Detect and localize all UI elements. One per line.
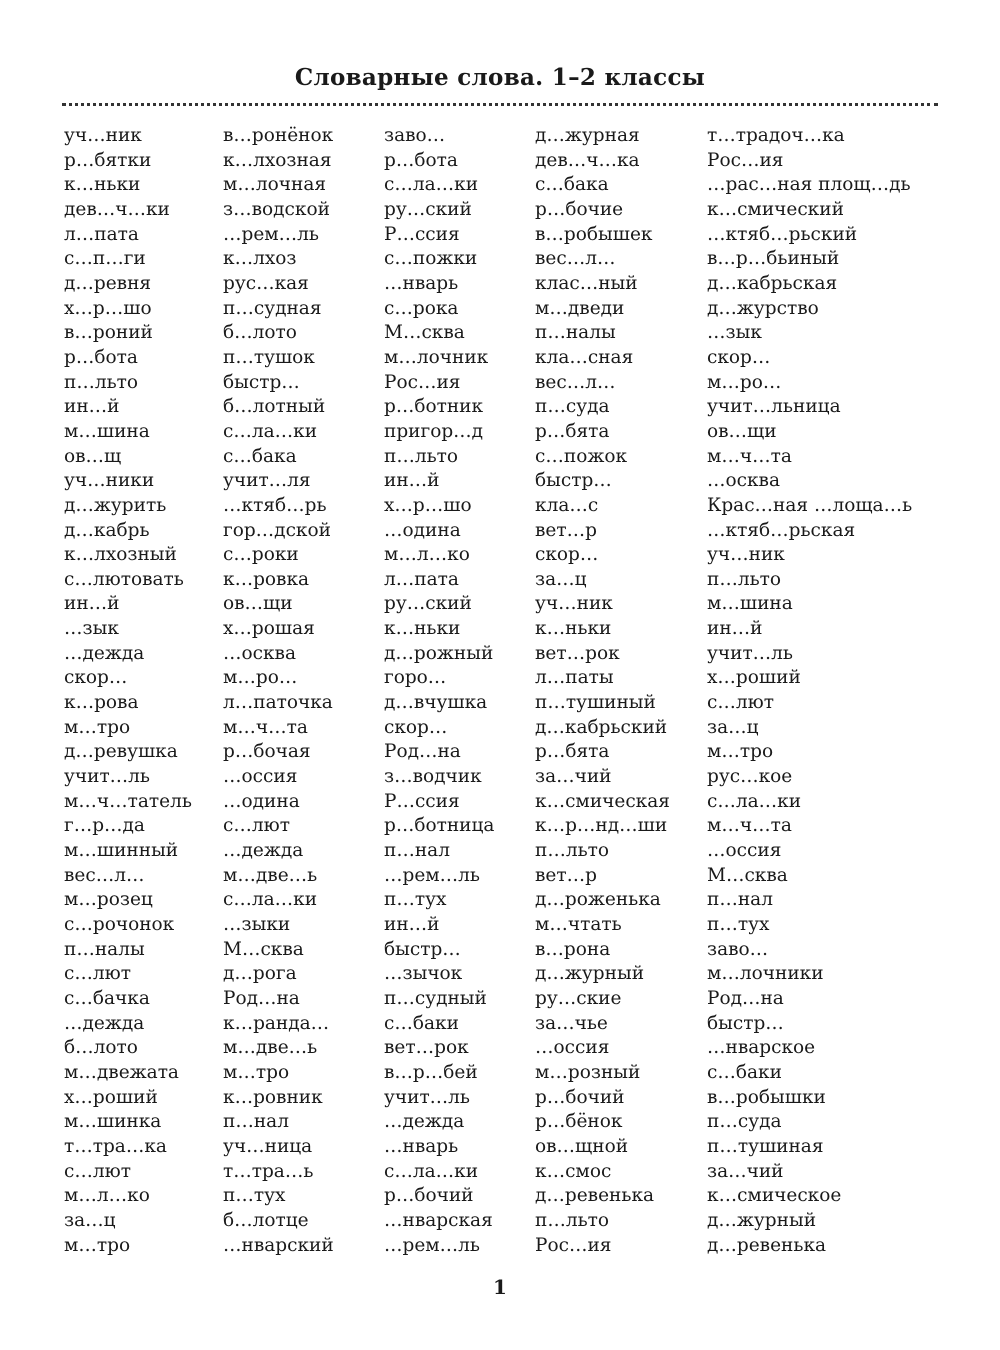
word-item: х…р…шо: [64, 297, 152, 319]
word-item: заво…: [384, 125, 446, 146]
word-item: п…льто: [535, 840, 610, 862]
word-item: с…бачка: [64, 987, 150, 1009]
word-item: вес…л…: [535, 371, 616, 393]
word-item: Род…на: [223, 987, 300, 1009]
word-item: вет…р: [535, 519, 597, 541]
word-item: м…шинка: [64, 1111, 162, 1133]
word-item: уч…ники: [64, 470, 155, 492]
word-item: л…паты: [535, 667, 614, 689]
word-item: м…ч…та: [223, 716, 308, 738]
word-item: к…ньки: [384, 618, 461, 640]
word-item: м…л…ко: [384, 544, 470, 566]
word-item: м…тро: [707, 741, 774, 763]
word-item: д…кабрьский: [535, 716, 668, 738]
word-item: вет…р: [535, 864, 597, 886]
word-column-3: [384, 124, 494, 1258]
word-item: п…судный: [384, 987, 487, 1009]
word-item: с…лют: [223, 815, 290, 837]
word-item: …ктяб…рьская: [707, 519, 856, 541]
word-item: …рас…ная площ…дь: [707, 174, 911, 196]
word-item: р…бята: [535, 741, 610, 763]
word-item: д…ревенька: [535, 1185, 655, 1207]
word-item: п…налы: [535, 322, 616, 344]
word-item: ин…й: [64, 593, 120, 615]
word-item: кла…сная: [535, 346, 634, 368]
word-item: м…лочник: [384, 346, 489, 368]
word-item: …одина: [384, 519, 461, 541]
word-item: д…ревенька: [707, 1234, 827, 1256]
word-item: с…лютовать: [64, 568, 184, 590]
word-item: д…журная: [535, 125, 640, 146]
word-item: быстр…: [535, 470, 612, 492]
word-item: рус…кая: [223, 272, 309, 294]
word-item: …одина: [223, 790, 300, 812]
word-item: ин…й: [384, 914, 440, 935]
word-item: …нварь: [384, 1135, 459, 1157]
word-item: в…ронёнок: [223, 125, 334, 146]
word-item: р…ботник: [384, 396, 484, 418]
word-item: пригор…д: [384, 420, 484, 442]
word-item: г…р…да: [64, 815, 145, 837]
word-item: Род…на: [384, 741, 461, 763]
word-item: к…смическое: [707, 1185, 842, 1207]
word-item: п…тушиная: [707, 1135, 824, 1157]
word-item: с…ла…ки: [384, 174, 479, 196]
word-item: м…тро: [64, 716, 131, 738]
word-item: д…журный: [707, 1209, 817, 1231]
word-item: с…лют: [64, 1160, 131, 1182]
word-item: б…лотный: [223, 396, 326, 418]
word-item: б…лото: [223, 322, 297, 344]
word-item: т…тра…ь: [223, 1160, 314, 1182]
word-item: …нварская: [384, 1209, 493, 1231]
word-item: р…бочий: [384, 1185, 474, 1207]
word-item: скор…: [535, 544, 599, 566]
word-item: с…ла…ки: [223, 420, 318, 442]
word-item: учит…льница: [707, 396, 841, 418]
word-item: …зык: [64, 618, 119, 640]
word-item: м…ро…: [707, 371, 782, 393]
word-item: …рем…ль: [223, 223, 320, 245]
word-item: д…журный: [535, 963, 645, 985]
word-item: ин…й: [64, 396, 120, 418]
word-item: с…баки: [384, 1012, 459, 1034]
word-item: с…лют: [707, 692, 774, 714]
word-item: уч…ник: [64, 125, 142, 146]
word-item: с…рока: [384, 297, 459, 319]
word-item: р…бятки: [64, 149, 152, 171]
page-title: Словарные слова. 1–2 классы: [294, 64, 706, 91]
word-item: …осква: [223, 642, 297, 664]
word-item: за…чий: [535, 766, 612, 788]
word-item: М…сква: [384, 322, 465, 344]
word-item: з…водской: [223, 198, 330, 220]
word-item: п…нал: [384, 840, 450, 862]
word-item: Рос…ия: [707, 149, 784, 171]
word-item: р…бочий: [535, 1086, 625, 1108]
word-item: д…журить: [64, 494, 167, 516]
word-item: п…тух: [384, 889, 447, 911]
word-item: Род…на: [707, 987, 784, 1009]
word-item: л…пата: [64, 223, 139, 245]
word-item: …дежда: [64, 1012, 145, 1034]
word-item: учит…ль: [64, 766, 151, 788]
word-item: м…лочная: [223, 174, 327, 196]
word-item: вет…рок: [384, 1037, 469, 1059]
word-item: р…бочие: [535, 198, 624, 220]
word-item: к…ровка: [223, 568, 310, 590]
word-column-1: [64, 124, 192, 1258]
word-item: …нварь: [384, 272, 459, 294]
word-item: дев…ч…ка: [535, 149, 640, 171]
word-item: ру…ский: [384, 593, 472, 615]
word-item: р…бота: [384, 149, 458, 171]
word-column-4: [535, 124, 670, 1258]
word-item: за…ц: [707, 716, 759, 738]
word-item: м…лочники: [707, 963, 824, 985]
word-item: п…тушок: [223, 346, 315, 368]
word-item: с…лют: [64, 963, 131, 985]
word-column-5: [707, 124, 912, 1258]
word-item: м…ч…та: [707, 815, 792, 837]
word-item: Рос…ия: [535, 1234, 612, 1256]
word-item: быстр…: [707, 1012, 784, 1034]
word-item: д…вчушка: [384, 692, 488, 714]
word-item: к…лхозный: [64, 544, 177, 566]
word-item: д…журство: [707, 297, 819, 319]
word-item: …зык: [707, 322, 762, 344]
word-item: с…ла…ки: [384, 1160, 479, 1182]
word-item: за…чий: [707, 1160, 784, 1182]
word-item: заво…: [707, 938, 769, 960]
word-item: скор…: [384, 716, 448, 738]
word-item: рус…кое: [707, 766, 793, 788]
page-number: 1: [493, 1275, 507, 1299]
word-item: м…л…ко: [64, 1185, 150, 1207]
word-item: с…ла…ки: [223, 889, 318, 911]
word-item: з…водчик: [384, 766, 482, 788]
word-item: скор…: [64, 667, 128, 689]
word-item: м…ч…татель: [64, 790, 192, 812]
word-item: м…ч…та: [707, 445, 792, 467]
word-item: к…смическая: [535, 790, 670, 812]
word-item: п…тушиный: [535, 692, 656, 714]
word-item: с…бака: [535, 174, 609, 196]
word-item: х…роший: [64, 1086, 158, 1108]
word-item: с…пожки: [384, 248, 478, 270]
word-item: д…кабрь: [64, 519, 150, 541]
word-column-2: [223, 124, 334, 1258]
word-item: в…рона: [535, 938, 611, 960]
word-item: ов…щи: [223, 593, 293, 615]
word-item: с…пожок: [535, 445, 628, 467]
word-item: дев…ч…ки: [64, 198, 170, 220]
word-item: с…ла…ки: [707, 790, 802, 812]
word-item: к…ньки: [64, 174, 141, 196]
word-item: …нварское: [707, 1037, 816, 1059]
word-item: …осква: [707, 470, 781, 492]
word-item: …оссия: [535, 1037, 610, 1059]
word-item: …зыки: [223, 914, 291, 935]
word-item: с…рочонок: [64, 914, 175, 935]
word-item: учит…ля: [223, 470, 311, 492]
word-item: …нварский: [223, 1234, 334, 1256]
word-item: …дежда: [223, 840, 304, 862]
word-item: л…паточка: [223, 692, 333, 714]
word-item: …оссия: [707, 840, 782, 862]
word-item: ов…щной: [535, 1135, 629, 1157]
word-item: уч…ник: [707, 544, 785, 566]
word-item: р…ботница: [384, 815, 495, 837]
word-item: вес…л…: [535, 248, 616, 270]
word-item: с…п…ги: [64, 248, 146, 270]
word-item: быстр…: [384, 938, 461, 960]
word-item: уч…ник: [535, 593, 613, 615]
word-item: …ктяб…рьский: [707, 223, 858, 245]
word-item: п…тух: [707, 914, 770, 935]
word-item: за…чье: [535, 1012, 608, 1034]
word-item: х…р…шо: [384, 494, 472, 516]
word-item: п…нал: [223, 1111, 289, 1133]
word-item: п…суда: [707, 1111, 782, 1133]
word-item: в…робышек: [535, 223, 653, 245]
word-item: к…ранда…: [223, 1012, 330, 1034]
word-item: п…судная: [223, 297, 322, 319]
word-item: к…смос: [535, 1160, 612, 1182]
word-item: …оссия: [223, 766, 298, 788]
word-item: м…тро: [64, 1234, 131, 1256]
word-item: к…ньки: [535, 618, 612, 640]
word-item: ру…ские: [535, 987, 622, 1009]
word-item: б…лотце: [223, 1209, 309, 1231]
word-item: …ктяб…рь: [223, 494, 327, 516]
word-item: Р…ссия: [384, 790, 460, 812]
word-item: м…чтать: [535, 914, 622, 935]
word-item: м…шина: [64, 420, 150, 442]
word-item: клас…ный: [535, 272, 638, 294]
word-item: р…бочая: [223, 741, 311, 763]
word-item: п…налы: [64, 938, 145, 960]
word-item: к…лхоз: [223, 248, 297, 270]
word-item: п…нал: [707, 889, 773, 911]
word-item: м…тро: [223, 1061, 290, 1083]
word-item: с…баки: [707, 1061, 782, 1083]
word-item: …зычок: [384, 963, 463, 985]
word-item: Р…ссия: [384, 223, 460, 245]
word-item: учит…ль: [384, 1086, 471, 1108]
word-item: п…льто: [64, 371, 139, 393]
dotted-divider: [62, 103, 938, 106]
word-item: р…бёнок: [535, 1111, 623, 1133]
word-item: к…смический: [707, 198, 844, 220]
word-item: ру…ский: [384, 198, 472, 220]
word-item: в…р…бей: [384, 1061, 478, 1083]
word-item: д…рога: [223, 963, 297, 985]
word-item: гор…дской: [223, 519, 331, 541]
word-item: м…розный: [535, 1061, 641, 1083]
word-item: Рос…ия: [384, 371, 461, 393]
word-item: к…р…нд…ши: [535, 815, 668, 837]
word-item: с…бака: [223, 445, 297, 467]
word-item: в…роний: [64, 322, 153, 344]
word-item: м…двежата: [64, 1061, 179, 1083]
word-item: м…две…ь: [223, 864, 318, 886]
word-item: вет…рок: [535, 642, 620, 664]
word-item: л…пата: [384, 568, 459, 590]
word-item: ов…щи: [707, 420, 777, 442]
word-item: в…робышки: [707, 1086, 826, 1108]
word-item: д…рожный: [384, 642, 494, 664]
word-item: …дежда: [384, 1111, 465, 1133]
word-item: Крас…ная …лоща…ь: [707, 494, 913, 516]
word-item: М…сква: [223, 938, 304, 960]
word-item: …рем…ль: [384, 1234, 481, 1256]
word-item: д…ревушка: [64, 741, 178, 763]
word-item: М…сква: [707, 864, 788, 886]
word-item: д…кабрьская: [707, 272, 838, 294]
word-item: быстр…: [223, 371, 300, 393]
word-item: м…розец: [64, 889, 153, 911]
word-item: к…ровник: [223, 1086, 323, 1108]
word-item: к…лхозная: [223, 149, 332, 171]
word-item: м…ро…: [223, 667, 298, 689]
word-item: …рем…ль: [384, 864, 481, 886]
word-item: р…бота: [64, 346, 138, 368]
word-item: м…шинный: [64, 840, 179, 862]
word-item: ин…й: [384, 470, 440, 492]
word-item: б…лото: [64, 1037, 138, 1059]
word-item: п…льто: [707, 568, 782, 590]
word-item: кла…с: [535, 494, 599, 516]
word-item: д…роженька: [535, 889, 661, 911]
word-item: т…традоч…ка: [707, 125, 845, 146]
word-item: к…рова: [64, 692, 139, 714]
word-item: х…рошая: [223, 618, 315, 640]
word-item: горо…: [384, 667, 447, 689]
word-item: п…льто: [384, 445, 459, 467]
word-item: скор…: [707, 346, 771, 368]
word-item: м…две…ь: [223, 1037, 318, 1059]
word-item: учит…ль: [707, 642, 794, 664]
word-item: р…бята: [535, 420, 610, 442]
word-item: м…дведи: [535, 297, 625, 319]
word-item: д…ревня: [64, 272, 152, 294]
word-item: в…р…бьиный: [707, 248, 840, 270]
word-item: п…льто: [535, 1209, 610, 1231]
word-item: т…тра…ка: [64, 1135, 167, 1157]
word-item: уч…ница: [223, 1135, 313, 1157]
word-item: с…роки: [223, 544, 299, 566]
word-item: п…суда: [535, 396, 610, 418]
word-item: за…ц: [535, 568, 587, 590]
word-item: вес…л…: [64, 864, 145, 886]
word-item: ин…й: [707, 618, 763, 640]
word-item: п…тух: [223, 1185, 286, 1207]
word-item: м…шина: [707, 593, 793, 615]
word-item: ов…щ: [64, 445, 122, 467]
word-item: х…роший: [707, 667, 801, 689]
word-item: …дежда: [64, 642, 145, 664]
word-item: за…ц: [64, 1209, 116, 1231]
